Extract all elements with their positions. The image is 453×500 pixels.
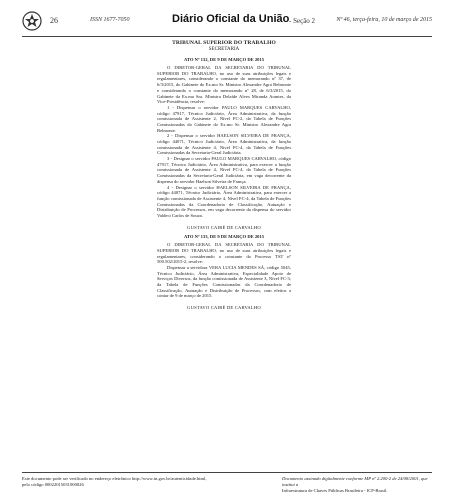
- act-paragraph: 1 - Dispensar o servidor PAULO MARQUES CARVALHO, código 47917, Técnico Judiciário, Área Administrativa, da função comissionada de Assistente 2, Nível FC-2, da Tabela de Funções Comissionadas do Gabinete do Ex.mo Sr. Ministro Alexandre Agra Belmonte.: [157, 104, 291, 133]
- issn: ISSN 1677-7050: [90, 17, 130, 23]
- issue-date: Nº 46, terça-feira, 10 de março de 2015: [336, 17, 432, 23]
- act-paragraph: Dispensar a servidora VERA LUCIA MENDES SÁ, código 5045, Técnico Judiciário, Área Administrativa, Especialidade Apoio de Serviços Diversos, da função comissionada de Assistente 3, Nível FC-3, da Tabela de Funções Comissionadas da Coordenadoria de Classificação, Autuação e Distribuição de Processos, com efeitos a contar de 9 de março de 2015.: [157, 264, 291, 299]
- signature-note-line: Infraestrutura de Chaves Públicas Brasileira - ICP-Brasil.: [282, 487, 388, 493]
- act-paragraph: 3 - Designar o servidor PAULO MARQUES CARVALHO, código 47917, Técnico Judiciário, Área Administrativa, para exercer a função comissionada de Assistente 4, Nível FC-4, da Tabela de Funções Comissionadas da Secretaria-Geral Judiciária, em vaga decorrente da dispensa do servidor Haelson Silveira de França.: [157, 156, 291, 184]
- signature-note-line: Documento assinado digitalmente conforme MP nº 2.200-2 de 24/08/2001, que institui a: [282, 476, 428, 487]
- suborganization-heading: SECRETARIA: [208, 46, 240, 52]
- page-footer: [22, 472, 432, 493]
- page-header: [22, 10, 432, 37]
- verification-note: [22, 476, 222, 488]
- signature: GUSTAVO CAIRÉ DE CARVALHO: [187, 305, 261, 311]
- act-title: ATO Nº 133, DE 9 DE MARÇO DE 2015: [183, 233, 265, 239]
- verification-line: Este documento pode ser verificado no endereço eletrônico http://www.in.gov.br/autenticidade.html,: [22, 476, 207, 481]
- coat-of-arms-icon: [22, 11, 42, 31]
- act-paragraph: O DIRETOR-GERAL DA SECRETARIA DO TRIBUNAL SUPERIOR DO TRABALHO, no uso de suas atribuições legais e regulamentares, considerando o constante do Processo TST nº 500.502/2015-2, resolve:: [157, 242, 291, 265]
- section-label: - Seção 2: [289, 17, 316, 25]
- page-number: 26: [50, 16, 58, 25]
- publication-title: Diário Oficial da União: [172, 13, 290, 25]
- act-paragraph: 2 - Dispensar o servidor HAELSON SILVEIRA DE FRANÇA, código 44071, Técnico Judiciário, Área Administrativa, da função comissionada de Assistente 4, Nível FC-4, da Tabela de Funções Comissionadas da Secretaria-Geral Judiciária.: [157, 133, 291, 156]
- article-column: [157, 40, 291, 314]
- signature: GUSTAVO CAIRÉ DE CARVALHO: [187, 224, 261, 230]
- verification-code: pelo código 00022015031000026: [22, 481, 84, 487]
- act-paragraph: O DIRETOR-GERAL DA SECRETARIA DO TRIBUNAL SUPERIOR DO TRABALHO, no uso de suas atribuições legais e regulamentares, considerando o constante do memorando nº 37, de 6/3/2015, do Gabinete do Ex.mo Sr. Ministro Alexandre Agra Belmonte e considerando o constante do memorando nº 28, de 6/3/2015, do Gabinete da Ex.ma Sra. Ministra Delaíde Alves Miranda Arantes, da Vice-Presidência, resolve:: [157, 65, 291, 105]
- signature-note: [282, 476, 432, 494]
- act-paragraph: 4 - Designar o servidor HAELSON SILVEIRA DE FRANÇA, código 44071, Técnico Judiciário, Área Administrativa, para exercer a função comissionada de Assistente 4, Nível FC-4, da Tabela de Funções Comissionadas da Coordenadoria de Classificação, Autuação e Distribuição de Processos, em vaga decorrente da dispensa do servidor Valdeci Carlos de Souza.: [157, 184, 291, 218]
- organization-heading: TRIBUNAL SUPERIOR DO TRABALHO: [172, 40, 276, 46]
- act-title: ATO Nº 132, DE 9 DE MARÇO DE 2015: [183, 56, 265, 62]
- act-block: [157, 57, 291, 230]
- act-block: [157, 234, 291, 310]
- footer-divider: [22, 472, 432, 473]
